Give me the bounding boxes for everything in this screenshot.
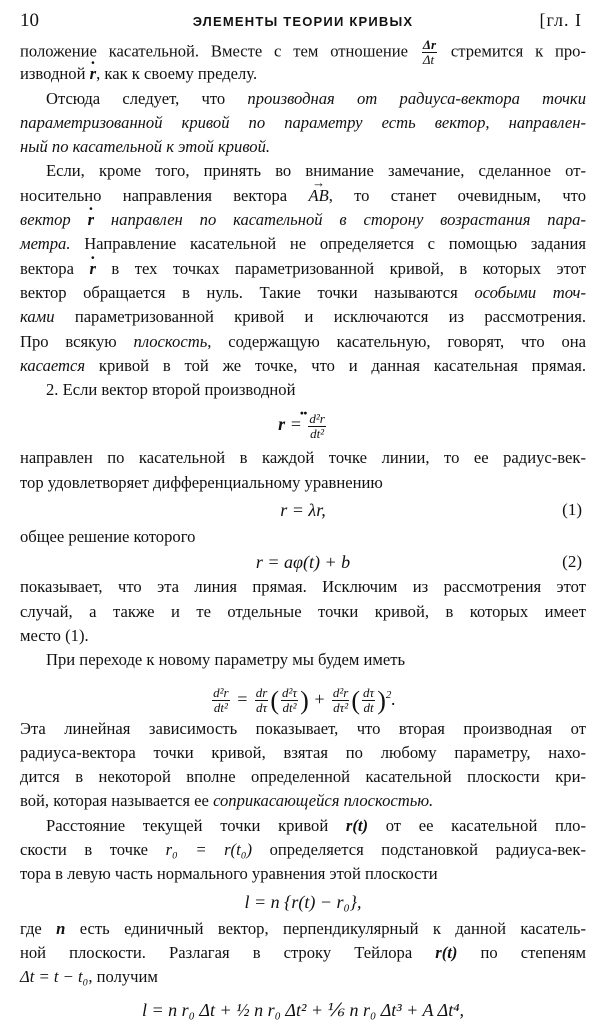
- equation-number: (2): [562, 552, 582, 572]
- equation-distance: l = n {r(t) − r₀},: [244, 891, 362, 912]
- text-line: параметризованной кривой по параметру есть вектор, направлен-: [20, 112, 586, 132]
- equation-second-derivative: ·· r = $\frac{\text{d²r}}{\text{dt²}}$: [20, 402, 586, 446]
- text-line: вой, которая называется ее соприкасающейся плоскостью.: [20, 791, 434, 811]
- text-line: вектор обращается в нуль. Такие точки называются особыми точ-: [20, 282, 586, 302]
- text-line: Эта линейная зависимость показывает, что вторая производная от: [20, 718, 586, 738]
- delta-fraction: $\frac{\Delta r}{\Delta t}$: [422, 37, 437, 67]
- equation-2: r = aφ(t) + b (2): [20, 549, 586, 575]
- text-line: общее решение которого: [20, 527, 196, 547]
- text-line: метра. Направление касательной не определяется с помощью задания: [20, 234, 586, 254]
- body-text: [20, 38, 586, 1030]
- text-line: Если, кроме того, принять во внимание замечание, сделанное от-: [46, 161, 586, 181]
- text-line: ками параметризованной кривой и исключаются из рассмотрения.: [20, 307, 586, 327]
- vector-ab: → AB: [308, 184, 328, 208]
- text-line: вектора · r в тех точках параметризованной кривой, в которых этот: [20, 257, 586, 281]
- text-line: тор удовлетворяет дифференциальному уравнению: [20, 472, 383, 492]
- text-line: касается кривой в той же точке, что и данная касательная прямая.: [20, 355, 586, 375]
- equation-1: r = λr, (1): [20, 495, 586, 525]
- text-line: Отсюда следует, что производная от радиуса-вектора точки: [46, 88, 586, 108]
- text-line: положение касательной. Вместе с тем отношение $\frac{\Delta r}{\Delta t}$ стремится к про-: [20, 37, 586, 67]
- text-line: случай, а также и те отдельные точки кривой, в которых имеет: [20, 601, 586, 621]
- text-line: где n есть единичный вектор, перпендикулярный к данной касатель-: [20, 918, 586, 938]
- text-line: Расстояние текущей точки кривой r(t) от ее касательной пло-: [46, 815, 586, 835]
- text-line: 2. Если вектор второй производной: [46, 380, 296, 400]
- text-line: ный по касательной к этой кривой.: [20, 137, 271, 157]
- running-title: ЭЛЕМЕНТЫ ТЕОРИИ КРИВЫХ: [192, 14, 414, 29]
- text-line: место (1).: [20, 625, 89, 645]
- equation-taylor: l = n r₀ Δt + ½ n r₀ Δt² + ⅙ n r₀ Δt³ + A Δt⁴,: [142, 999, 464, 1020]
- text-line: радиуса-вектора точки кривой, взятая по любому параметру, нахо-: [20, 742, 586, 762]
- text-line: изводной · r, как к своему пределу.: [20, 62, 586, 86]
- text-line: тора в левую часть нормального уравнения этой плоскости: [20, 864, 438, 884]
- text-line: Про всякую плоскость, содержащую касательную, говорят, что она: [20, 331, 587, 351]
- chapter-marker: [гл. I: [539, 10, 582, 30]
- text-line: вектор · r направлен по касательной в сторону возрастания пара-: [20, 208, 586, 232]
- text-line: При переходе к новому параметру мы будем иметь: [46, 650, 406, 670]
- equation-number: (1): [562, 500, 582, 520]
- equation-reparam: $\frac{\text{d²r}}{\text{dt²}}$ = $\frac{dr}{d\tau}$ ( $\frac{\text{d²τ}}{\text{dt²}}$ ) + $\frac{\text{d²r}}{\text{dτ²}}$ ( $\frac{d\tau}{dt}$ )$^2$.: [213, 684, 396, 715]
- text-line: показывает, что эта линия прямая. Исключим из рассмотрения этот: [20, 577, 586, 597]
- running-header: [20, 10, 586, 38]
- page-number: 10: [20, 10, 39, 31]
- text-line: Δt = t − t₀, получим: [20, 967, 158, 987]
- text-line: носительно направления вектора → AB, то станет очевидным, что: [20, 184, 586, 208]
- text-line: скости в точке r₀ = r(t₀) определяется подстановкой радиуса-век-: [20, 840, 586, 860]
- text-line: направлен по касательной в каждой точке линии, то ее радиус-век-: [20, 448, 586, 468]
- text-line: дится в некоторой вполне определенной касательной плоскости кри-: [20, 767, 586, 787]
- text-line: ной плоскости. Разлагая в строку Тейлора r(t) по степеням: [20, 942, 586, 962]
